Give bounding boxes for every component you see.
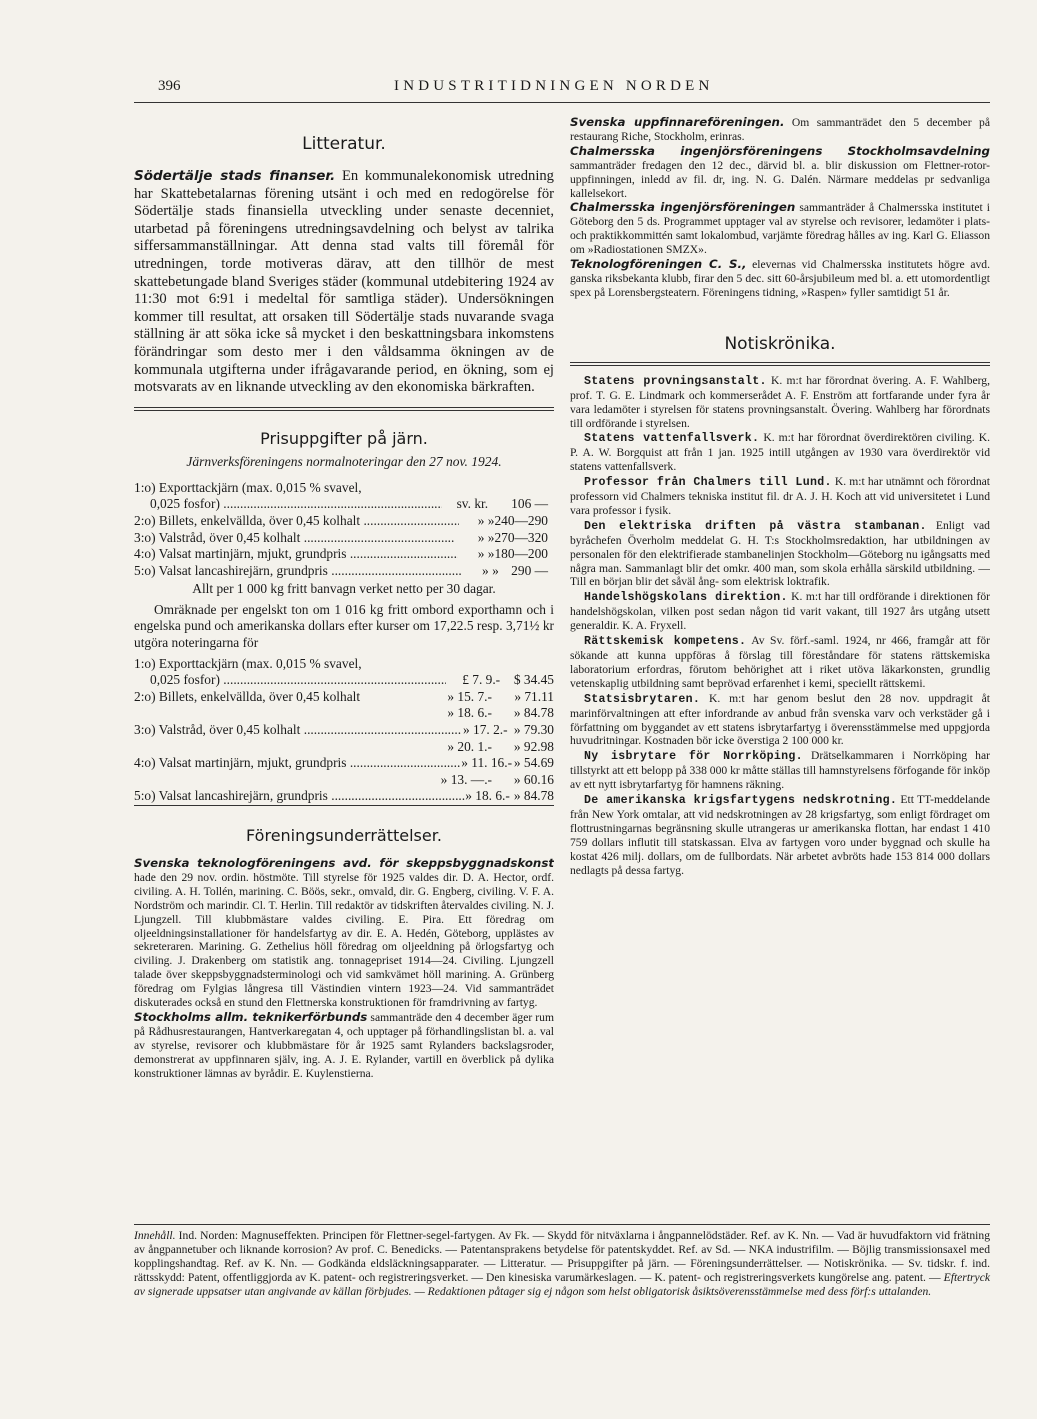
- notiskronika-section: [570, 334, 990, 878]
- price-row: [134, 672, 554, 689]
- price-row-unit: » »: [477, 512, 495, 528]
- price-row-label: 3:o) Valstråd, över 0,45 kolhalt .....: [134, 530, 455, 547]
- forening-item-text: sammanträder å Chalmersska institutet i Göteborg den 5 ds. Programmet upptager val av styrelse och revisorer, ledamöter i plats- och praktikkommittén samt lokalombud, varjämte föredrag hålles av ing. Karl G. Eliasson om »Radiostationen SMZX».: [570, 201, 990, 257]
- price-row-gbp: » 17. 2.-: [462, 722, 508, 738]
- price-row: [134, 705, 554, 722]
- price-row: [134, 755, 554, 772]
- price-row-gbp: » 15. 7.-: [447, 688, 492, 704]
- contents-lead: Innehåll.: [134, 1229, 176, 1242]
- notis-item-text: K. m:t har förordnat övering. A. F. Wahlberg, prof. T. G. E. Lindmark och kommerserådet A. F. Enström att fortfarande under fyra år vara ledamöter i styrelsen för statens provningsanstalt. Övering. Wahlberg har förordnats till ordförande i styrelsen.: [570, 373, 990, 430]
- price-row-value: [478, 480, 554, 497]
- price-row-label: 3:o) Valstråd, över 0,45 kolhalt .....: [134, 722, 461, 739]
- price-row: [134, 722, 554, 739]
- page-number: 396: [158, 78, 181, 94]
- notis-item: [570, 590, 990, 633]
- litteratur-title: Litteratur.: [302, 134, 386, 154]
- right-column: [570, 116, 990, 1226]
- notis-item: [570, 431, 990, 474]
- notis-item-lead: Professor från Chalmers till Lund.: [584, 476, 832, 490]
- forening-item-text: Om sammanträdet den 5 december på restaurang Riche, Stockholm, erinras.: [570, 116, 990, 143]
- forening-item-text: elevernas vid Chalmersska institutets högre avd. ganska riksbekanta klubb, firar den 5 dec. sitt 60-årsjubileum med bl. a. ett utomordentligt spex på Lorensbergsteatern. Föreningens tidning, »Raspen» fyller samtidigt 51 år.: [570, 258, 990, 299]
- forening-item: [134, 1011, 554, 1081]
- price-row-gbp: » 11. 16.-: [461, 755, 513, 771]
- foreningsunderrattelser-section: [134, 826, 554, 1081]
- price-row-gbp: [430, 656, 492, 673]
- litteratur-text: En kommunalekonomisk utredning har Skattebetalarnas förening utsänt i och med en redogörelse för Södertälje stads finansiella utveckling under senaste decenniet, utarbetad på föreningens utredningsavdelning och belyst av talrika siffersammanställningar. Att denna stad valts till föremål för utredningen, torde motiveras därav, att den tillhör de mest skattebetungade bland Sveriges städer (kommunal utdebitering 1924 av 11:30 mot 6:91 i medeltal för samtliga städer). Undersökningen kommer till resultat, att orsaken till Södertälje stads nuvarande svaga ställning är att söka icke så mycket i den beskattningsbara inkomstens förändringar som desto mer i den våldsamma ökningen av de kommunala utgifterna under ifrågavarande period, en ökning, som ej motsvarats av en liknande utveckling av den ekonomiska bärkraften.: [134, 168, 554, 396]
- price-row-usd: » 54.69: [513, 755, 554, 771]
- contents-footer: [134, 1224, 990, 1299]
- price-row-usd: » 79.30: [513, 722, 554, 738]
- forening-item-text: hade den 29 nov. ordin. höstmöte. Till styrelse för 1925 valdes dir. D. A. Hector, ordf. civiling. A. H. Tollén, marining. C. Böös, sekr., omvald, dir. G. Engberg, civiling. V. F. A. Nordström och marindir. Cl. T. Herlin. Till redaktör av tidskriften återvaldes civiling. N. J. Ljungzell. Till klubbmästare valdes civiling. E. Pira. Ett föredrag om oljeeldningsinstallationer för handelsfartyg av dir. E. A. Hedén, Göteborg, upplästes av sekreteraren. Marining. G. Zethelius höll föredrag om oljeeldning på örlogsfartyg och civiling. J. Drakenberg om statistik ang. tonnagepriset 1914—24. Civiling. Ljungzell talade över skeppsbyggnadsterminologi och vid samkvämet höll marining. A. Grünberg föredrag om Fylgias långresa till Västindien vintern 1923—24. Vid sammanträdet diskuterades också en stund den Flettnerska konstruktionen för framdrivning av fartyg.: [134, 870, 554, 1010]
- forening-item-lead: Svenska uppfinnareföreningen.: [570, 116, 785, 129]
- price-row-usd: » 92.98: [513, 738, 554, 754]
- price-row-label: 2:o) Billets, enkelvällda, över 0,45 kolhalt .....: [134, 513, 459, 530]
- price-row: [134, 496, 554, 513]
- contents-tail: Eftertryck av signerade uppsatser utan angivande av källan förbjudes. — Redaktionen påtager sig ej någon som helst obligatorisk åsiktsöverensstämmelse med dess förf:s uttalanden.: [134, 1270, 990, 1298]
- notis-item: [570, 519, 990, 590]
- notis-item-text: Enligt vad byråchefen Överholm meddelat G. H. T:s Stockholmsredaktion, har utbildningen av personalen för den elektrifierade stambanelinjen Stockholm—Göteborg nu igångsatts med några man. Sammanlagt blir det omkr. 400 man, som skola erhålla särskild utbildning. — Till en början blir det såväl ång- som elektrisk loktrafik.: [570, 518, 990, 589]
- forening-item-lead: Chalmersska ingenjörsföreningen: [570, 200, 796, 215]
- price-row: [134, 772, 554, 789]
- notis-item-text: Drätselkammaren i Norrköping har tillstyrkt att ett belopp på 338 000 kr måtte ställas till hamnstyrelsens förfogande för inköp av ett nytt isbrytarfartyg för hamnens räkning.: [570, 749, 990, 792]
- notis-item: [570, 793, 990, 877]
- price-row-label: 2:o) Billets, enkelvällda, över 0,45 kolhalt: [134, 688, 361, 704]
- price-row-gbp: » 18. 6.-: [465, 788, 510, 804]
- notis-item: [570, 634, 990, 691]
- forening-item-lead: Teknologföreningen C. S.,: [570, 257, 747, 272]
- price-row-usd: » 71.11: [514, 688, 554, 704]
- price-row: [134, 563, 554, 580]
- notis-item-text: Av Sv. förf.-saml. 1924, nr 466, framgår att för sökande att kunna uppföras å förslag till föreståndare för statens rättskemiska laboratorium erfordras, förutom behörighet att i riket utöva läkarkonsten, grundlig vetenskaplig utbildning samt beprövad erfarenhet i kemi, speciellt rättskemi.: [570, 634, 990, 690]
- notis-item-text: K. m:t har förordnat överdirektören civiling. K. P. A. W. Borgquist att från 1 jan. 1925 intill utgången av 1930 vara överdirektör vid statens vattenfallsverk.: [570, 431, 990, 474]
- price-row-unit: » »: [477, 546, 495, 562]
- price-row-label: [134, 739, 430, 756]
- price-row-usd: » 60.16: [513, 771, 554, 787]
- contents-body: Ind. Norden: Magnuseffekten. Principen för Flettner-segel-fartygen. Av Fk. — Skydd för nitväxlarna i ångpannelödstäder. Ref. av K. Nn. — Vad är huvudfaktorn vid frätning av ångpannetuber och liknande korrosion? Av prof. C. Benedicks. — Patentansprakens betydelse för patentskyddet. Ref. av Sd. — NKA industrifilm. — Böjlig transmissionsaxel med kopplingshandtag. Ref. av K. Nn. — Godkända eldsläckningsapparater. — Litteratur. — Prisuppgifter på järn. — Föreningsunderrättelser. — Notiskrönika. — Sv. tidskr. f. ind. rättsskydd: Patent, offentliggjorda av K. patent- och registreringsverket. — Den kinesiska varumärkeslagen. — K. patent- och registreringsverkets kungörelse ang. patent. —: [134, 1229, 990, 1284]
- price-row-label: 1:o) Exporttackjärn (max. 0,015 % svavel,: [134, 655, 362, 671]
- price-row-value: 106 —: [511, 496, 548, 512]
- price-table-gbp-usd: [134, 656, 554, 806]
- price-row-unit: [424, 480, 478, 497]
- notis-item-lead: Handelshögskolans direktion.: [584, 591, 788, 605]
- notis-item: [570, 749, 990, 792]
- header-rule: [134, 102, 990, 103]
- forening-item-lead: Chalmersska ingenjörsföreningens Stockholmsavdelning: [570, 143, 990, 158]
- forening-item: [570, 258, 990, 300]
- price-row: [134, 546, 554, 563]
- forening-item-lead: Svenska teknologföreningens avd. för skeppsbyggnadskonst: [134, 856, 554, 870]
- price-row-gbp: » 18. 6.-: [447, 705, 492, 721]
- price-row-unit: sv. kr.: [456, 496, 489, 512]
- foreningsunderrattelser-items: [134, 857, 554, 1081]
- forening-item: [134, 857, 554, 1010]
- price-row-usd: [492, 656, 554, 673]
- notiskronika-title: Notiskrönika.: [724, 333, 836, 354]
- price-table-sek: [134, 480, 554, 580]
- price-row: [134, 739, 554, 756]
- masthead: INDUSTRITIDNINGEN NORDEN: [394, 78, 714, 94]
- notis-item-lead: Den elektriska driften på västra stambanan.: [584, 519, 927, 533]
- section-divider: [134, 407, 554, 411]
- forening-item-text: sammanträde den 4 december äger rum på Rådhusrestaurangen, Hantverkaregatan 4, och upptager på förhandlingslistan bl. a. val av styrelse, revisorer och klubbmästare för år 1925 samt Rylanders backslagsroder, demonstrerat av uppfinnaren själv, ing. A. J. E. Rylander, vartill en överblick på dylika konstruktioner lämnas av byrådir. E. Kuylenstierna.: [134, 1010, 554, 1080]
- price-row-label: 1:o) Exporttackjärn (max. 0,015 % svavel,: [134, 479, 362, 495]
- price-row: [134, 788, 554, 806]
- contents-text: [134, 1229, 990, 1299]
- prisuppgifter-section: [134, 429, 554, 806]
- price-row-gbp: » 20. 1.-: [447, 738, 492, 754]
- price-row-usd: » 84.78: [513, 788, 554, 804]
- litteratur-lead: Södertälje stads finanser.: [134, 168, 336, 184]
- price-row-usd: » 84.78: [513, 705, 554, 721]
- price-row: [134, 530, 554, 547]
- notis-item-text: Ett TT-meddelande från New York omtalar, att vid nedskrotningen av 28 krigsfartyg, som enligt fördraget om flottrustningarnas begränsning skulle utrangeras ur amerikanska flottan, har endast 1 410 759 dollars influtit till statskassan. Elva av fartygen voro under byggnad och skulle ha kostat 426 milj. dollars, om de fullbordats. När arbetet avbröts hade 153 814 000 dollars nedlagts på dessa fartyg.: [570, 793, 990, 877]
- price-row-label: [134, 705, 430, 722]
- price-row: [134, 480, 554, 497]
- forening-item-text: sammanträder fredagen den 12 dec., därvid bl. a. blir diskussion om Flettner-rotor-uppfinningen, inledd av fil. dr, ing. N. G. Dalén. Närmare meddelas pr sedvanliga kallelsekort.: [570, 158, 990, 200]
- left-column: [134, 116, 554, 1226]
- foreningsunderrattelser-title: Föreningsunderrättelser.: [246, 826, 442, 845]
- price-row-label: 0,025 fosfor) .....: [150, 672, 446, 689]
- price-row-unit: » »: [477, 529, 495, 545]
- price-row-unit: » »: [482, 562, 499, 578]
- notis-item: [570, 475, 990, 518]
- price-row: [134, 689, 554, 706]
- price-row: [134, 656, 554, 673]
- notis-item: [570, 692, 990, 749]
- notis-item-lead: Ny isbrytare för Norrköping.: [584, 750, 803, 764]
- forening-item: [570, 145, 990, 201]
- forening-item: [570, 116, 990, 144]
- price-row-label: 0,025 fosfor) .....: [150, 496, 442, 513]
- forening-item-lead: Stockholms allm. teknikerförbunds: [134, 1009, 368, 1024]
- prisuppgifter-title: Prisuppgifter på järn.: [260, 428, 428, 448]
- notis-item-lead: Statens vattenfallsverk.: [584, 432, 760, 446]
- price-conversion-paragraph: Omräknade per engelskt ton om 1 016 kg fritt ombord exporthamn och i engelska pund och amerikanska dollars efter kurser om 17,22.5 resp. 3,71½ kr utgöra noteringarna för: [134, 601, 554, 651]
- price-row-label: [134, 772, 430, 789]
- price-row-value: 290 —: [511, 562, 548, 578]
- page-header: [158, 78, 988, 100]
- notis-item-lead: Rättskemisk kompetens.: [584, 635, 747, 649]
- notis-item-lead: Statsisbrytaren.: [584, 692, 701, 706]
- litteratur-section: [134, 134, 554, 397]
- notiskronika-rule: [570, 362, 990, 366]
- forening-item: [570, 201, 990, 257]
- foreningsunderrattelser-continued: [570, 116, 990, 300]
- price-row: [134, 513, 554, 530]
- price-row-gbp: £ 7. 9.-: [462, 672, 501, 688]
- price-row-value: 240—290: [494, 512, 548, 528]
- footer-rule: [134, 1224, 990, 1225]
- notis-item-lead: Statens provningsanstalt.: [584, 374, 767, 388]
- litteratur-paragraph: [134, 168, 554, 397]
- price-row-value: 180—200: [494, 546, 548, 562]
- price-row-label: 5:o) Valsat lancashirejärn, grundpris .....: [134, 788, 465, 805]
- price-note: Allt per 1 000 kg fritt banvagn verket netto per 30 dagar.: [192, 581, 496, 597]
- price-row-usd: $ 34.45: [513, 672, 554, 688]
- prisuppgifter-subtitle: Järnverksföreningens normalnoteringar den 27 nov. 1924.: [186, 453, 502, 469]
- price-row-value: 270—320: [494, 529, 548, 545]
- price-row-label: 5:o) Valsat lancashirejärn, grundpris .....: [134, 563, 461, 580]
- price-row-label: 4:o) Valsat martinjärn, mjukt, grundpris .....: [134, 546, 458, 563]
- notis-item-text: K. m:t har genom beslut den 28 nov. uppdragit åt marinförvaltningen att efter infordrande av anbud från svenska varv och verkstäder gå i författning om byggandet av ett statens isbrytarfartyg i överensstämmelse med uppgjorda huvudritningar. Kostnaden bör icke överstiga 2 100 000 kr.: [570, 691, 990, 748]
- notis-item-lead: De amerikanska krigsfartygens nedskrotning.: [584, 794, 898, 808]
- notis-item-text: K. m:t har till ordförande i direktionen för handelshögskolan, vilken post sedan någon tid varit vakant, till 1927 års utgång utsett generaldir. K. A. Fryxell.: [570, 590, 990, 633]
- notis-item: [570, 374, 990, 431]
- notis-item-text: K. m:t har utnämnt och förordnat professorn vid Chalmers tekniska institut fil. dr A. J. H. Koch att vid universitetet i Lund vara professor i fysik.: [570, 475, 990, 517]
- price-row-gbp: » 13. —.-: [440, 771, 492, 787]
- notiskronika-items: [570, 374, 990, 878]
- price-row-label: 4:o) Valsat martinjärn, mjukt, grundpris .....: [134, 755, 461, 772]
